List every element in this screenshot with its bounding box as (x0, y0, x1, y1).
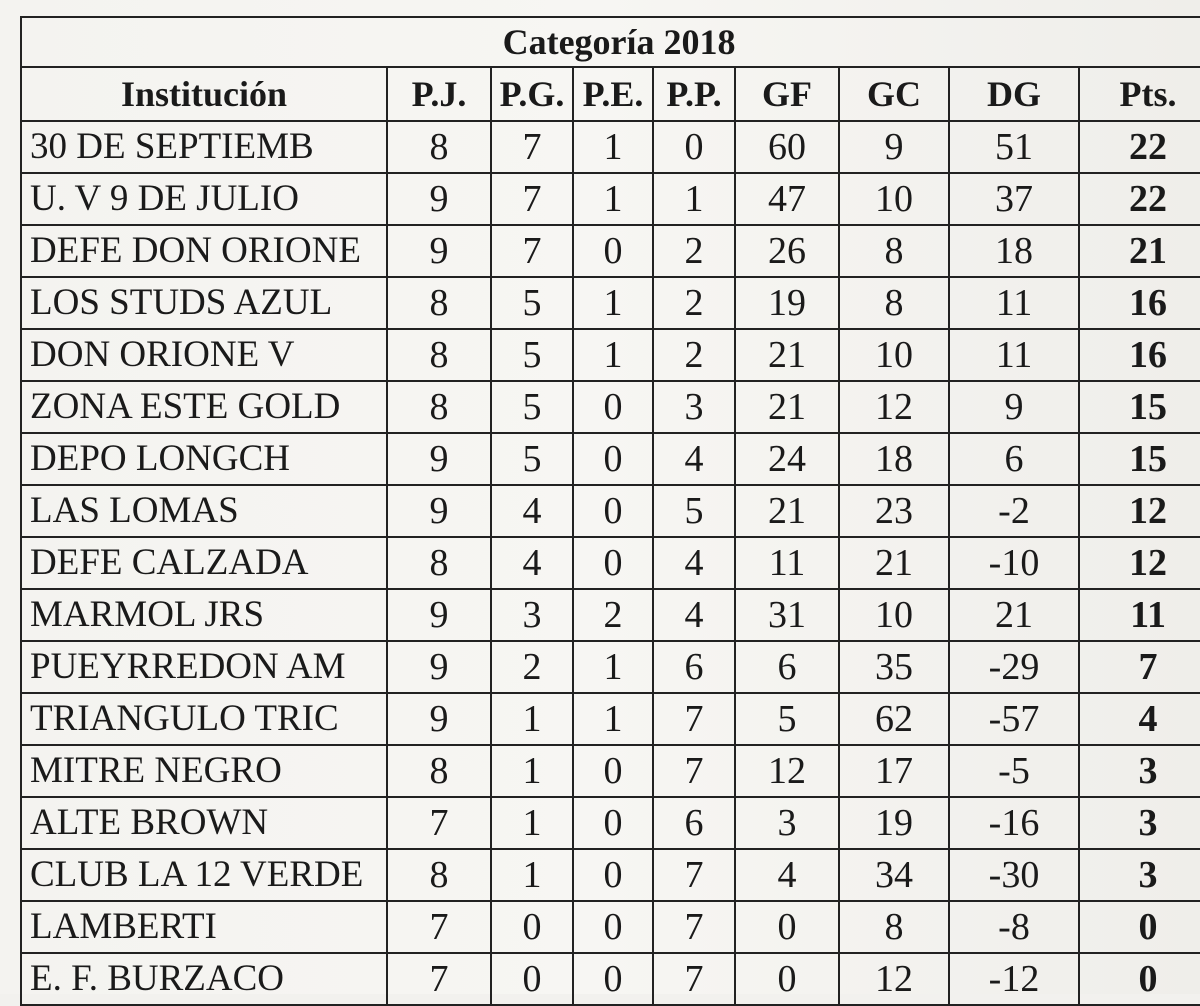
cell-pe: 0 (573, 485, 653, 537)
cell-team: ZONA ESTE GOLD (21, 381, 387, 433)
cell-team: MARMOL JRS (21, 589, 387, 641)
cell-pj: 7 (387, 901, 491, 953)
cell-gf: 4 (735, 849, 839, 901)
cell-pg: 3 (491, 589, 573, 641)
cell-gf: 47 (735, 173, 839, 225)
cell-pe: 1 (573, 641, 653, 693)
table-row (21, 485, 1200, 537)
cell-gf: 60 (735, 121, 839, 173)
cell-gc: 9 (839, 121, 949, 173)
cell-pe: 0 (573, 901, 653, 953)
cell-gc: 19 (839, 797, 949, 849)
cell-pp: 6 (653, 641, 735, 693)
cell-team: ALTE BROWN (21, 797, 387, 849)
standings-table (20, 16, 1200, 1006)
cell-gc: 62 (839, 693, 949, 745)
cell-pj: 8 (387, 277, 491, 329)
cell-pj: 9 (387, 485, 491, 537)
cell-team: CLUB LA 12 VERDE (21, 849, 387, 901)
cell-gc: 12 (839, 381, 949, 433)
cell-dg: 11 (949, 329, 1079, 381)
cell-pts: 15 (1079, 433, 1200, 485)
cell-pts: 21 (1079, 225, 1200, 277)
cell-pp: 7 (653, 849, 735, 901)
cell-pg: 7 (491, 121, 573, 173)
cell-pts: 3 (1079, 849, 1200, 901)
cell-pts: 15 (1079, 381, 1200, 433)
table-row (21, 745, 1200, 797)
cell-pg: 7 (491, 225, 573, 277)
cell-dg: -16 (949, 797, 1079, 849)
table-row (21, 225, 1200, 277)
cell-pts: 7 (1079, 641, 1200, 693)
cell-team: MITRE NEGRO (21, 745, 387, 797)
cell-dg: -12 (949, 953, 1079, 1005)
cell-pj: 9 (387, 641, 491, 693)
cell-pe: 1 (573, 329, 653, 381)
cell-pg: 5 (491, 277, 573, 329)
column-header-dg: DG (949, 67, 1079, 121)
table-row (21, 641, 1200, 693)
cell-pp: 7 (653, 693, 735, 745)
cell-gc: 18 (839, 433, 949, 485)
cell-team: DEPO LONGCH (21, 433, 387, 485)
cell-gf: 26 (735, 225, 839, 277)
cell-pe: 2 (573, 589, 653, 641)
cell-gf: 21 (735, 329, 839, 381)
column-header-gf: GF (735, 67, 839, 121)
cell-gc: 8 (839, 225, 949, 277)
cell-team: U. V 9 DE JULIO (21, 173, 387, 225)
cell-pj: 8 (387, 849, 491, 901)
cell-pp: 7 (653, 953, 735, 1005)
cell-pp: 2 (653, 329, 735, 381)
cell-team: 30 DE SEPTIEMB (21, 121, 387, 173)
cell-dg: 21 (949, 589, 1079, 641)
cell-dg: 9 (949, 381, 1079, 433)
cell-pj: 8 (387, 121, 491, 173)
cell-pp: 7 (653, 745, 735, 797)
cell-pp: 1 (653, 173, 735, 225)
cell-gc: 34 (839, 849, 949, 901)
cell-pe: 0 (573, 797, 653, 849)
cell-dg: -57 (949, 693, 1079, 745)
column-header-institucion: Institución (21, 67, 387, 121)
column-header-pts: Pts. (1079, 67, 1200, 121)
cell-pe: 0 (573, 849, 653, 901)
cell-pg: 5 (491, 329, 573, 381)
title-row (21, 17, 1200, 67)
cell-pe: 1 (573, 121, 653, 173)
cell-pe: 0 (573, 225, 653, 277)
cell-dg: -10 (949, 537, 1079, 589)
cell-pp: 2 (653, 225, 735, 277)
cell-gc: 12 (839, 953, 949, 1005)
cell-team: PUEYRREDON AM (21, 641, 387, 693)
cell-pp: 0 (653, 121, 735, 173)
table-row (21, 433, 1200, 485)
cell-pe: 0 (573, 433, 653, 485)
cell-pts: 22 (1079, 173, 1200, 225)
cell-dg: 51 (949, 121, 1079, 173)
cell-gf: 5 (735, 693, 839, 745)
cell-pj: 8 (387, 329, 491, 381)
cell-pts: 0 (1079, 953, 1200, 1005)
cell-pj: 7 (387, 953, 491, 1005)
table-row (21, 589, 1200, 641)
cell-pj: 8 (387, 381, 491, 433)
cell-pts: 22 (1079, 121, 1200, 173)
cell-pe: 0 (573, 537, 653, 589)
cell-team: E. F. BURZACO (21, 953, 387, 1005)
column-header-pj: P.J. (387, 67, 491, 121)
cell-gc: 10 (839, 589, 949, 641)
cell-gc: 8 (839, 901, 949, 953)
cell-gc: 21 (839, 537, 949, 589)
cell-pts: 16 (1079, 277, 1200, 329)
cell-pp: 4 (653, 537, 735, 589)
cell-team: LAMBERTI (21, 901, 387, 953)
table-title: Categoría 2018 (21, 17, 1200, 67)
cell-gc: 23 (839, 485, 949, 537)
cell-pg: 0 (491, 953, 573, 1005)
cell-gf: 24 (735, 433, 839, 485)
cell-pg: 2 (491, 641, 573, 693)
cell-gf: 19 (735, 277, 839, 329)
cell-gc: 35 (839, 641, 949, 693)
cell-pp: 6 (653, 797, 735, 849)
cell-pts: 0 (1079, 901, 1200, 953)
cell-pg: 1 (491, 849, 573, 901)
cell-pe: 1 (573, 277, 653, 329)
cell-gc: 10 (839, 329, 949, 381)
cell-pts: 12 (1079, 537, 1200, 589)
cell-team: DEFE DON ORIONE (21, 225, 387, 277)
cell-pj: 9 (387, 589, 491, 641)
cell-pg: 1 (491, 797, 573, 849)
cell-pp: 2 (653, 277, 735, 329)
cell-gc: 8 (839, 277, 949, 329)
cell-pp: 4 (653, 589, 735, 641)
cell-team: LOS STUDS AZUL (21, 277, 387, 329)
column-header-pp: P.P. (653, 67, 735, 121)
cell-pe: 1 (573, 693, 653, 745)
cell-team: DEFE CALZADA (21, 537, 387, 589)
table-row (21, 381, 1200, 433)
table-row (21, 953, 1200, 1005)
cell-dg: -30 (949, 849, 1079, 901)
cell-gf: 21 (735, 485, 839, 537)
cell-pg: 1 (491, 745, 573, 797)
cell-pp: 7 (653, 901, 735, 953)
cell-gf: 31 (735, 589, 839, 641)
table-row (21, 537, 1200, 589)
header-row (21, 67, 1200, 121)
cell-pts: 16 (1079, 329, 1200, 381)
cell-pp: 4 (653, 433, 735, 485)
cell-pe: 1 (573, 173, 653, 225)
cell-pts: 3 (1079, 745, 1200, 797)
cell-pg: 5 (491, 433, 573, 485)
cell-pts: 4 (1079, 693, 1200, 745)
cell-dg: 37 (949, 173, 1079, 225)
cell-pg: 5 (491, 381, 573, 433)
cell-gc: 17 (839, 745, 949, 797)
cell-pg: 4 (491, 537, 573, 589)
cell-gf: 0 (735, 953, 839, 1005)
table-row (21, 277, 1200, 329)
cell-dg: 6 (949, 433, 1079, 485)
cell-dg: 11 (949, 277, 1079, 329)
cell-team: DON ORIONE V (21, 329, 387, 381)
cell-pj: 9 (387, 225, 491, 277)
column-header-pe: P.E. (573, 67, 653, 121)
cell-pj: 9 (387, 173, 491, 225)
cell-pj: 8 (387, 745, 491, 797)
table-row (21, 121, 1200, 173)
cell-dg: -5 (949, 745, 1079, 797)
table-row (21, 329, 1200, 381)
cell-gf: 3 (735, 797, 839, 849)
table-row (21, 901, 1200, 953)
cell-team: LAS LOMAS (21, 485, 387, 537)
cell-pp: 3 (653, 381, 735, 433)
table-row (21, 849, 1200, 901)
cell-pp: 5 (653, 485, 735, 537)
cell-pts: 11 (1079, 589, 1200, 641)
table-row (21, 173, 1200, 225)
cell-dg: -2 (949, 485, 1079, 537)
cell-dg: -8 (949, 901, 1079, 953)
cell-pg: 7 (491, 173, 573, 225)
cell-pj: 9 (387, 433, 491, 485)
cell-gf: 21 (735, 381, 839, 433)
cell-pg: 0 (491, 901, 573, 953)
cell-team: TRIANGULO TRIC (21, 693, 387, 745)
cell-pj: 8 (387, 537, 491, 589)
column-header-gc: GC (839, 67, 949, 121)
cell-gf: 12 (735, 745, 839, 797)
cell-dg: 18 (949, 225, 1079, 277)
column-header-pg: P.G. (491, 67, 573, 121)
cell-pts: 3 (1079, 797, 1200, 849)
cell-pj: 7 (387, 797, 491, 849)
cell-gf: 11 (735, 537, 839, 589)
table-body (21, 121, 1200, 1005)
table-row (21, 693, 1200, 745)
cell-pe: 0 (573, 745, 653, 797)
cell-pe: 0 (573, 381, 653, 433)
cell-gc: 10 (839, 173, 949, 225)
cell-pts: 12 (1079, 485, 1200, 537)
cell-pe: 0 (573, 953, 653, 1005)
cell-gf: 6 (735, 641, 839, 693)
cell-pj: 9 (387, 693, 491, 745)
cell-dg: -29 (949, 641, 1079, 693)
cell-pg: 1 (491, 693, 573, 745)
cell-gf: 0 (735, 901, 839, 953)
table-row (21, 797, 1200, 849)
cell-pg: 4 (491, 485, 573, 537)
